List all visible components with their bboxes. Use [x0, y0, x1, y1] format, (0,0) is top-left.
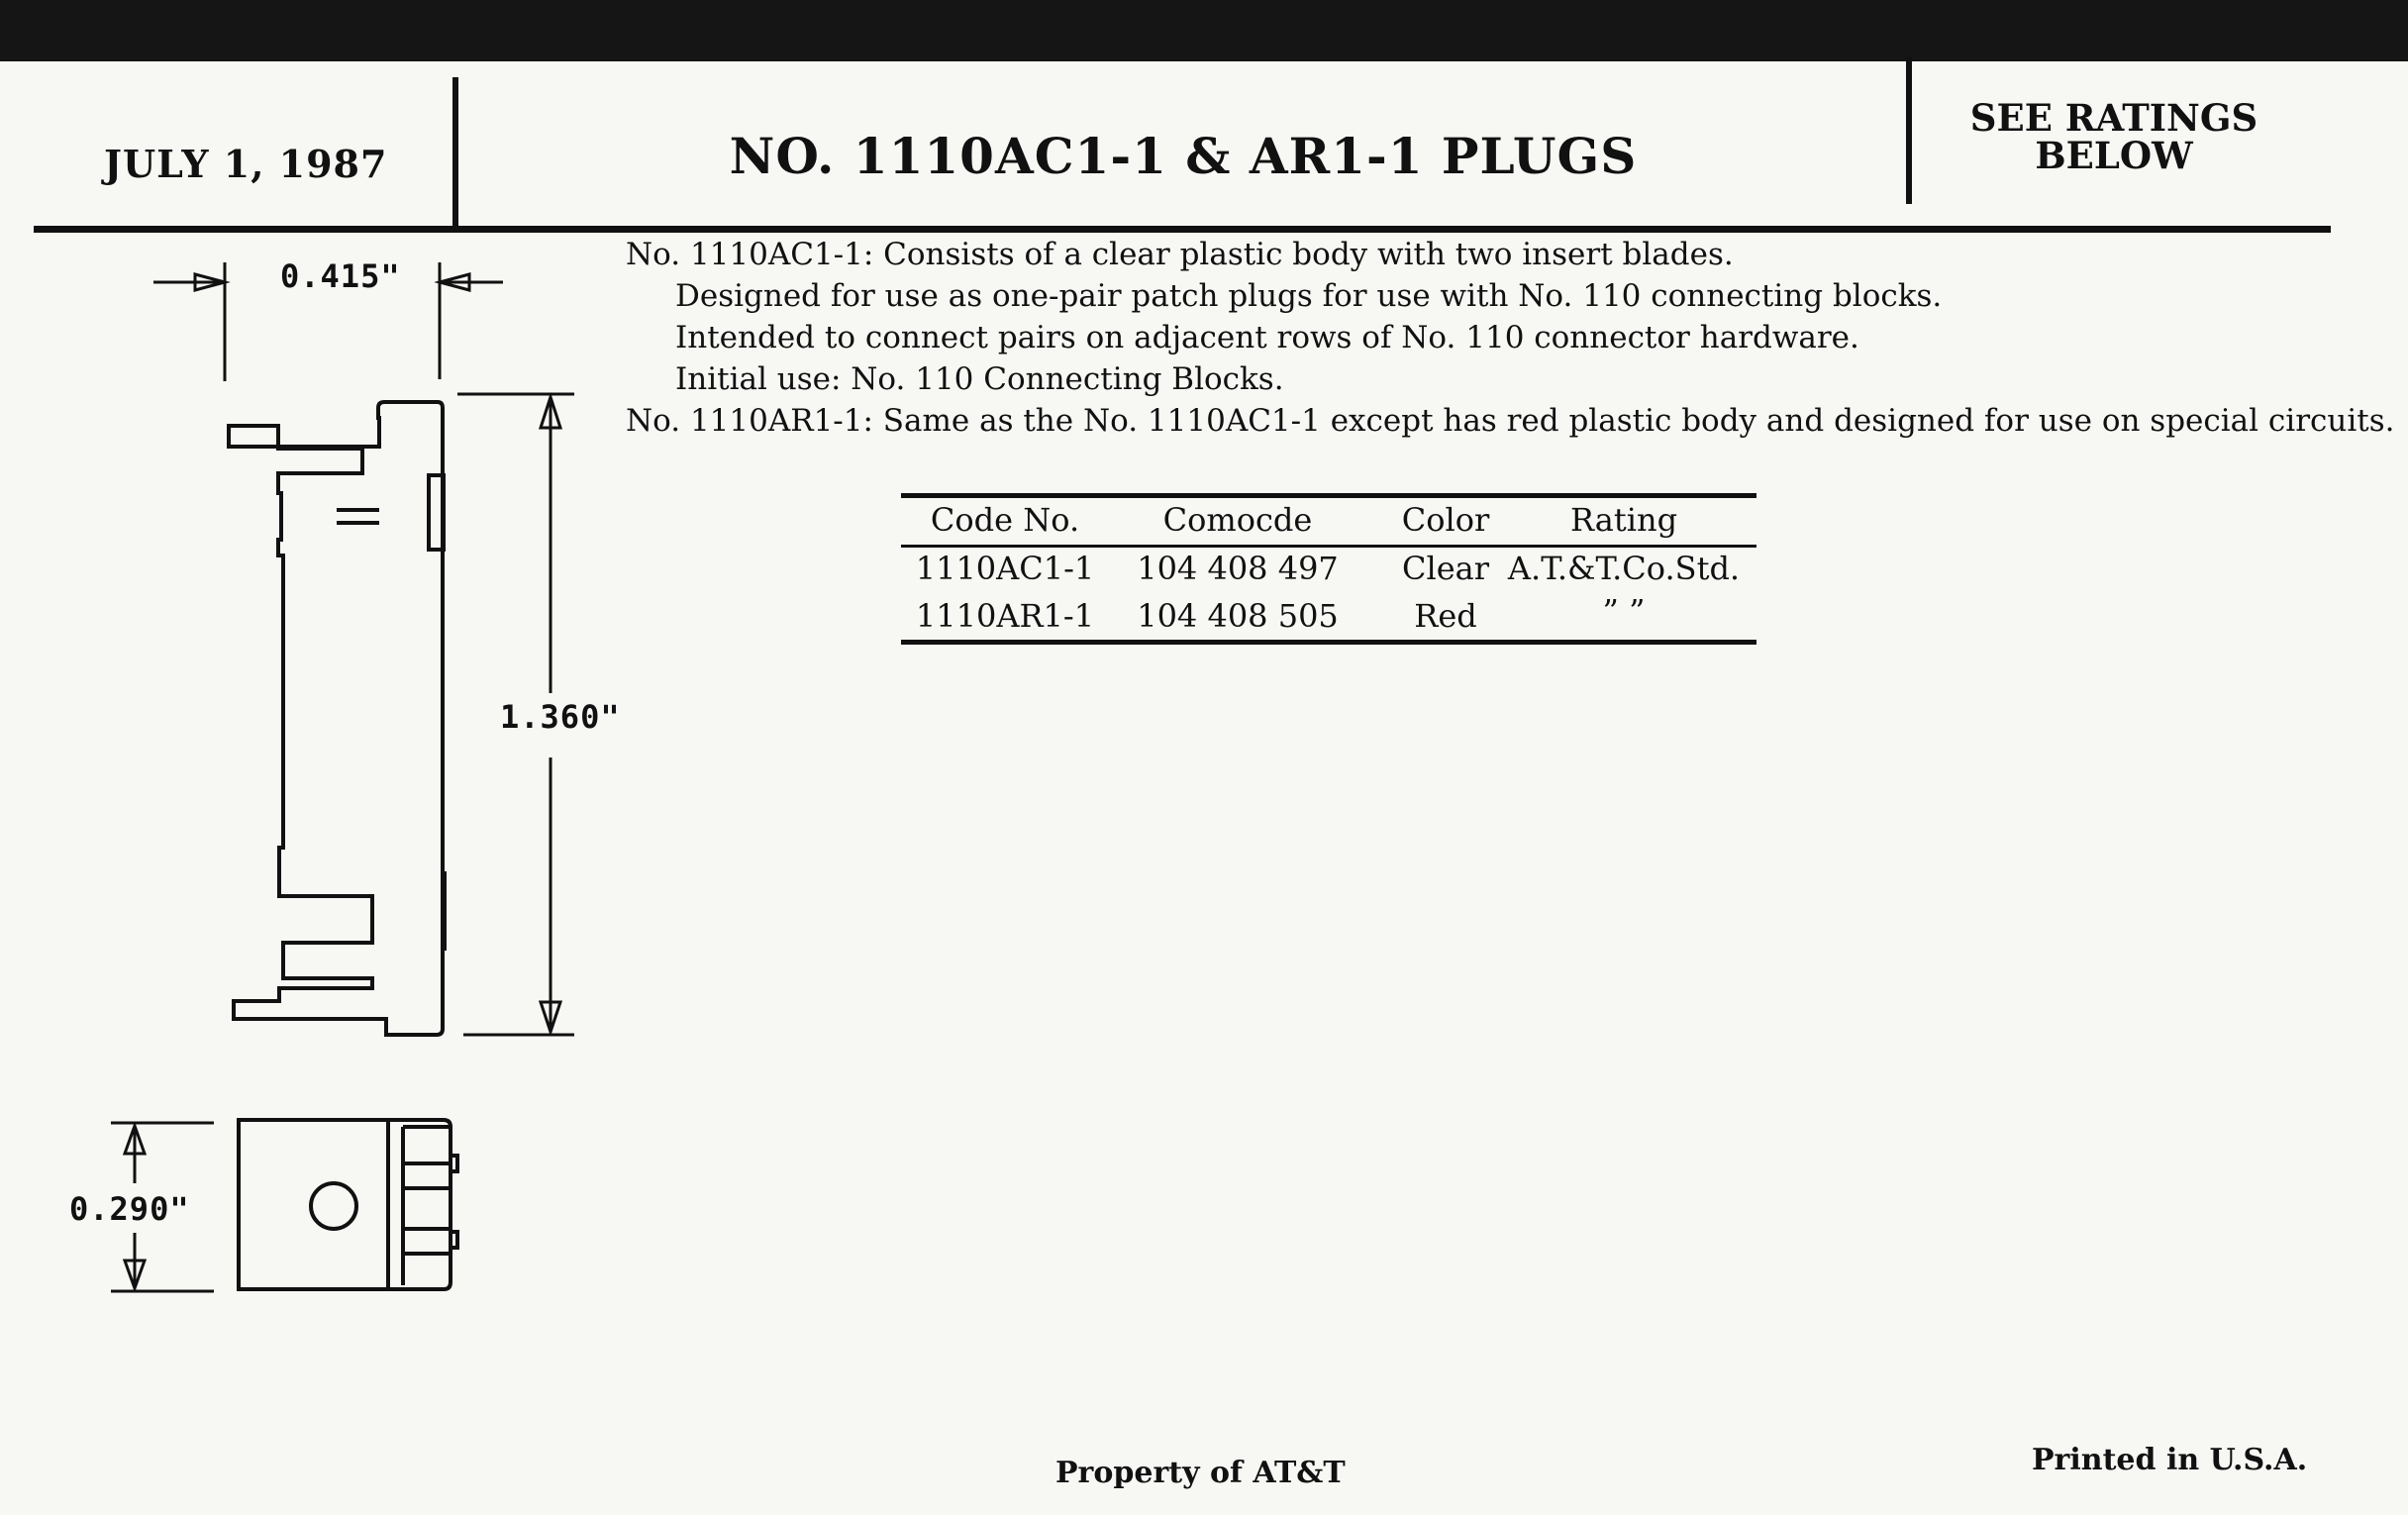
table-cell: A.T.&T.Co.Std. [1507, 550, 1741, 587]
ratings-note-line1: SEE RATINGS [1969, 96, 2258, 140]
ratings-note-line2: BELOW [2035, 134, 2193, 177]
column-header: Code No. [930, 501, 1080, 539]
table-cell: 1110AC1-1 [915, 550, 1095, 587]
printed-note: Printed in U.S.A. [2032, 1443, 2308, 1477]
column-header: Rating [1569, 501, 1678, 539]
description-line: No. 1110AR1-1: Same as the No. 1110AC1-1 except has red plastic body and designed for use on special circuits. [626, 403, 2395, 439]
height-dimension-label: 1.360" [500, 698, 621, 736]
table-cell: 104 408 497 [1137, 550, 1339, 587]
plug-end-view [239, 1120, 457, 1289]
dimension-lines [111, 262, 574, 1291]
plug-side-view [229, 402, 445, 1035]
table-cell: ” ” [1602, 592, 1646, 630]
column-header: Comocde [1162, 501, 1313, 539]
property-note: Property of AT&T [1055, 1456, 1346, 1490]
width-dimension-label: 0.415" [280, 257, 401, 295]
description-line: No. 1110AC1-1: Consists of a clear plastic body with two insert blades. [626, 237, 1734, 272]
depth-dimension-label: 0.290" [69, 1190, 190, 1228]
description-line: Intended to connect pairs on adjacent rows of No. 110 connector hardware. [675, 320, 1859, 355]
issue-date: JULY 1, 1987 [104, 142, 388, 186]
table-cell: Red [1414, 597, 1477, 635]
table-cell: 104 408 505 [1137, 597, 1339, 635]
description-line: Initial use: No. 110 Connecting Blocks. [675, 361, 1284, 397]
column-header: Color [1401, 501, 1490, 539]
table-cell: 1110AR1-1 [915, 597, 1095, 635]
description-line: Designed for use as one-pair patch plugs for use with No. 110 connecting blocks. [675, 278, 1943, 314]
table-cell: Clear [1401, 550, 1490, 587]
page-title: NO. 1110AC1-1 & AR1-1 PLUGS [729, 127, 1638, 185]
